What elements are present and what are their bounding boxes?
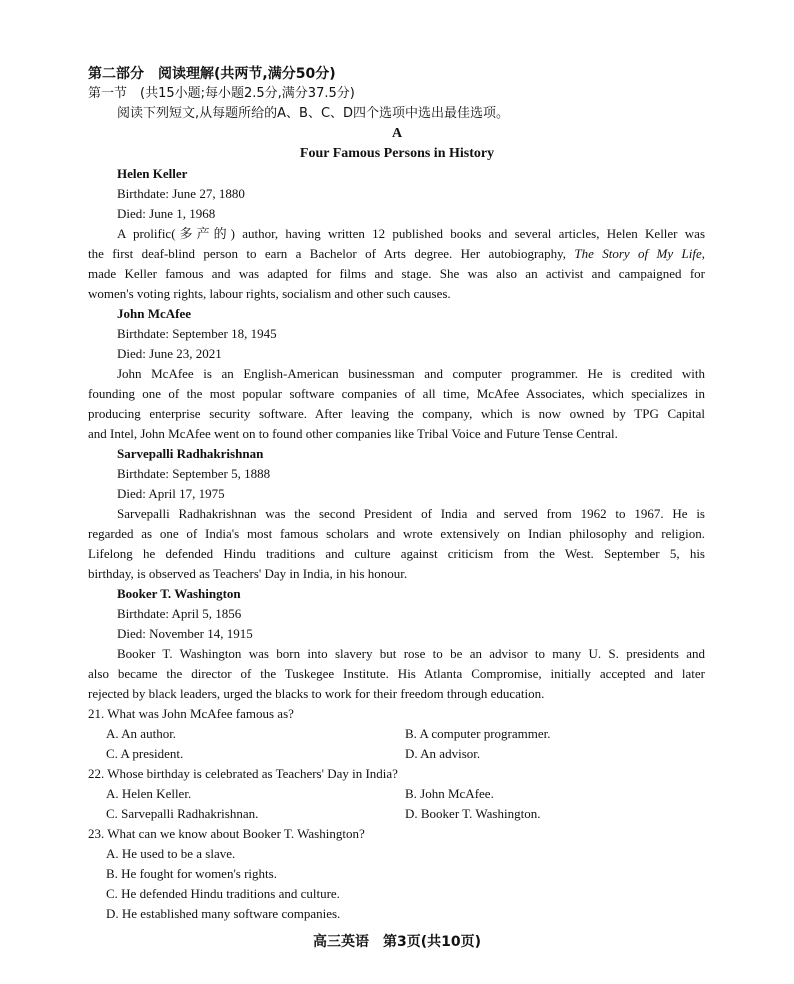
passage-title: Four Famous Persons in History <box>299 146 495 161</box>
page-footer: 高三英语 第3页(共10页) <box>312 934 482 950</box>
person-name: Helen Keller <box>117 166 188 181</box>
bio-line: rejected by black leaders, urged the blacks to work for their freedom through education. <box>88 686 545 701</box>
bio-line: the first deaf-blind person to earn a Bachelor of Arts degree. Her autobiography, The Story of My Life, <box>88 246 705 261</box>
answer-option[interactable]: A. An author. <box>106 726 177 741</box>
person-birthdate: Birthdate: June 27, 1880 <box>117 186 245 201</box>
bio-line: birthday, is observed as Teachers' Day in India, in his honour. <box>88 566 408 581</box>
person-died: Died: June 1, 1968 <box>117 206 216 221</box>
question-stem: 22. Whose birthday is celebrated as Teachers' Day in India? <box>88 766 398 781</box>
answer-option[interactable]: D. An advisor. <box>405 746 481 761</box>
bio-line: John McAfee is an English-American businessman and computer programmer. He is credited with <box>117 366 705 381</box>
answer-option[interactable]: A. He used to be a slave. <box>106 846 236 861</box>
question-stem: 21. What was John McAfee famous as? <box>88 706 294 721</box>
question-stem: 23. What can we know about Booker T. Washington? <box>88 826 365 841</box>
person-died: Died: June 23, 2021 <box>117 346 222 361</box>
person-name: Booker T. Washington <box>117 586 241 601</box>
answer-option[interactable]: A. Helen Keller. <box>106 786 192 801</box>
answer-option[interactable]: B. John McAfee. <box>405 786 494 801</box>
answer-option[interactable]: D. Booker T. Washington. <box>405 806 541 821</box>
bio-line: Booker T. Washington was born into slavery but rose to be an advisor to many U. S. presidents and <box>117 646 705 661</box>
answer-option[interactable]: C. Sarvepalli Radhakrishnan. <box>106 806 259 821</box>
person-birthdate: Birthdate: September 18, 1945 <box>117 326 277 341</box>
bio-line: and Intel, John McAfee went on to found other companies like Tribal Voice and Future Tense Central. <box>88 426 618 441</box>
passage-letter: A <box>391 126 403 141</box>
section-heading: 第一节 (共15小题;每小题2.5分,满分37.5分) <box>88 86 355 101</box>
bio-line: founding one of the most popular software companies of all time, McAfee Associates, which specializes in <box>88 386 705 401</box>
bio-line: Sarvepalli Radhakrishnan was the second President of India and served from 1962 to 1967. He is <box>117 506 705 521</box>
bio-line: women's voting rights, labour rights, socialism and other such causes. <box>88 286 451 301</box>
answer-option[interactable]: B. He fought for women's rights. <box>106 866 277 881</box>
part-heading: 第二部分 阅读理解(共两节,满分50分) <box>88 66 336 82</box>
bio-line: regarded as one of India's most famous scholars and wrote extensively on Indian philosophy and religion. <box>88 526 705 541</box>
answer-option[interactable]: C. A president. <box>106 746 184 761</box>
bio-line: also became the director of the Tuskegee Institute. His Atlanta Compromise, initially accepted and later <box>88 666 705 681</box>
bio-line: made Keller famous and was adapted for films and stage. She was also an activist and campaigned for <box>88 266 705 281</box>
answer-option[interactable]: B. A computer programmer. <box>405 726 551 741</box>
person-name: Sarvepalli Radhakrishnan <box>117 446 264 461</box>
instruction-text: 阅读下列短文,从每题所给的A、B、C、D四个选项中选出最佳选项。 <box>117 106 510 121</box>
person-birthdate: Birthdate: September 5, 1888 <box>117 466 271 481</box>
book-title: The Story of My Life <box>574 246 702 261</box>
bio-line: producing enterprise security software. After leaving the company, which is now owned by TPG Capital <box>88 406 705 421</box>
bio-line: Lifelong he defended Hindu traditions and culture against criticism from the West. September 5, his <box>88 546 705 561</box>
answer-option[interactable]: D. He established many software companies. <box>106 906 341 921</box>
person-died: Died: April 17, 1975 <box>117 486 225 501</box>
answer-option[interactable]: C. He defended Hindu traditions and culture. <box>106 886 340 901</box>
person-birthdate: Birthdate: April 5, 1856 <box>117 606 242 621</box>
bio-line: A prolific(多产的) author, having written 12 published books and several articles, Helen Keller was <box>117 226 705 241</box>
person-name: John McAfee <box>117 306 192 321</box>
person-died: Died: November 14, 1915 <box>117 626 253 641</box>
